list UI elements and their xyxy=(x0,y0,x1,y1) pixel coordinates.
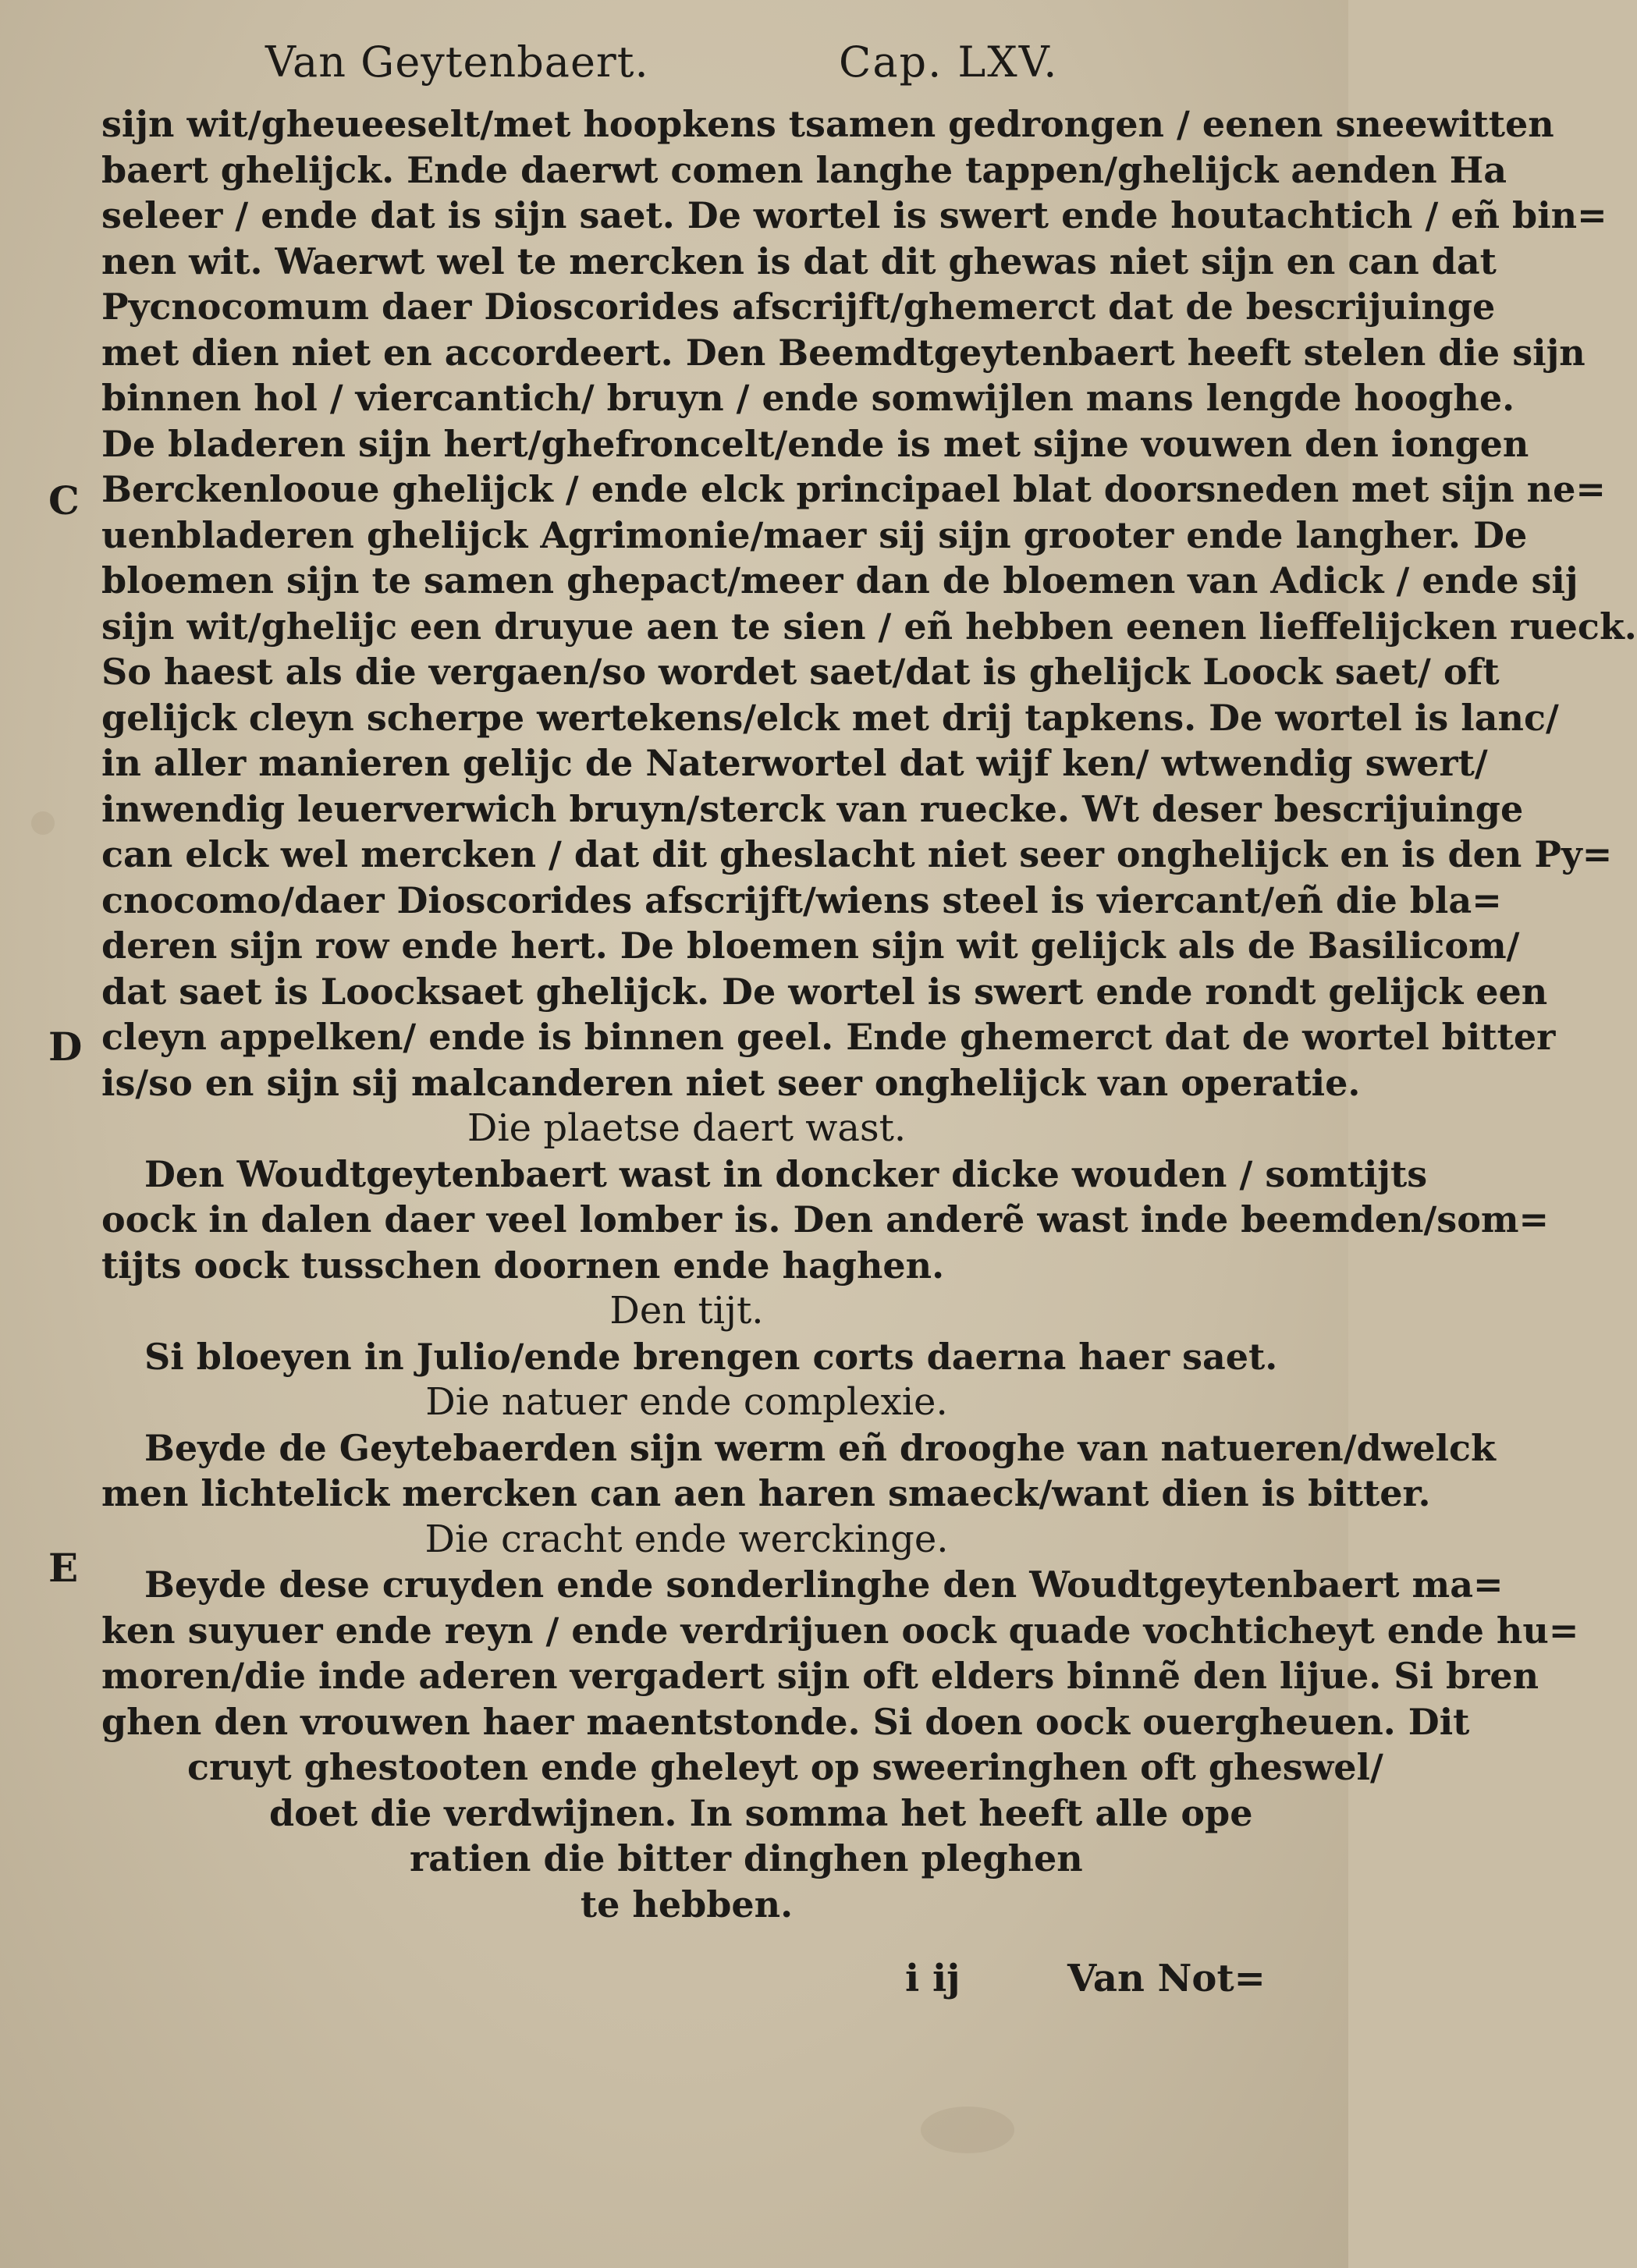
text-line: binnen hol / viercantich/ bruyn / ende somwijlen mans lengde hooghe. xyxy=(101,377,1515,419)
text-line: can elck wel mercken / dat dit gheslacht niet seer onghelijck en is den Py= xyxy=(101,833,1613,875)
text-line: deren sijn row ende hert. De bloemen sijn wit gelijck als de Basilicom/ xyxy=(101,925,1520,967)
text-line: seleer / ende dat is sijn saet. De wortel is swert ende houtachtich / eñ bin= xyxy=(101,194,1607,236)
text-line: De bladeren sijn hert/ghefroncelt/ende is met sijne vouwen den iongen xyxy=(101,422,1529,465)
section-heading-power: Die cracht ende werckinge. xyxy=(424,1517,949,1561)
text-line: Berckenlooue ghelijck / ende elck principael blat doorsneden met sijn ne= xyxy=(101,468,1606,510)
text-line: men lichtelick mercken can aen haren smaeck/want dien is bitter. xyxy=(101,1472,1431,1514)
text-line: ratien die bitter dinghen pleghen xyxy=(410,1837,1083,1879)
text-line: Beyde dese cruyden ende sonderlinghe den Woudtgeytenbaert ma= xyxy=(144,1563,1504,1606)
paper-stain xyxy=(31,811,55,835)
text-line: sijn wit/gheueeselt/met hoopkens tsamen gedrongen / eenen sneewitten xyxy=(101,103,1554,145)
catchword: Van Not= xyxy=(1067,1957,1266,2000)
paper-stain xyxy=(921,2107,1014,2153)
text-line: ken suyuer ende reyn / ende verdrijuen oock quade vochticheyt ende hu= xyxy=(101,1609,1579,1652)
text-line: gelijck cleyn scherpe wertekens/elck met drij tapkens. De wortel is lanc/ xyxy=(101,696,1559,739)
text-line: Den Woudtgeytenbaert wast in doncker dicke wouden / somtijts xyxy=(144,1152,1428,1195)
header-chapter: Cap. LXV. xyxy=(839,37,1059,87)
margin-letter-e: E xyxy=(48,1545,79,1591)
text-line: baert ghelijck. Ende daerwt comen langhe tappen/ghelijck aenden Ha xyxy=(101,148,1507,191)
text-line: cnocomo/daer Dioscorides afscrijft/wiens steel is viercant/eñ die bla= xyxy=(101,878,1502,921)
signature-mark: i ij xyxy=(905,1957,961,2000)
text-line: bloemen sijn te samen ghepact/meer dan de bloemen van Adick / ende sij xyxy=(101,559,1578,602)
text-line: cruyt ghestooten ende gheleyt op sweeringhen oft gheswel/ xyxy=(187,1746,1383,1788)
text-line: doet die verdwijnen. In somma het heeft alle ope xyxy=(269,1791,1253,1834)
text-line: met dien niet en accordeert. Den Beemdtgeytenbaert heeft stelen die sijn xyxy=(101,331,1586,374)
text-line: dat saet is Loocksaet ghelijck. De wortel is swert ende rondt gelijck een xyxy=(101,970,1548,1013)
text-line: inwendig leuerverwich bruyn/sterck van ruecke. Wt deser bescrijuinge xyxy=(101,787,1524,830)
text-line: Si bloeyen in Julio/ende brengen corts daerna haer saet. xyxy=(144,1335,1278,1378)
margin-letter-d: D xyxy=(48,1024,83,1070)
text-line: uenbladeren ghelijck Agrimonie/maer sij sijn grooter ende langher. De xyxy=(101,513,1528,556)
running-header xyxy=(0,37,1348,100)
section-heading-nature: Die natuer ende complexie. xyxy=(425,1380,948,1424)
text-line: nen wit. Waerwt wel te mercken is dat dit ghewas niet sijn en can dat xyxy=(101,240,1497,282)
body-text xyxy=(101,101,1637,1927)
text-line: Pycnocomum daer Dioscorides afscrijft/ghemerct dat de bescrijuinge xyxy=(101,286,1496,328)
text-line: sijn wit/ghelijc een druyue aen te sien / eñ hebben eenen lieffelijcken rueck. xyxy=(101,605,1637,648)
section-heading-time: Den tijt. xyxy=(609,1289,764,1333)
margin-letter-c: C xyxy=(48,477,80,524)
text-line: te hebben. xyxy=(580,1883,794,1925)
page-footer xyxy=(0,1957,1348,2011)
text-line: in aller manieren gelijc de Naterwortel dat wijf ken/ wtwendig swert/ xyxy=(101,742,1488,784)
text-line: So haest als die vergaen/so wordet saet/dat is ghelijck Loock saet/ oft xyxy=(101,651,1500,693)
text-line: tijts oock tusschen doornen ende haghen. xyxy=(101,1244,945,1287)
text-line: ghen den vrouwen haer maentstonde. Si doen oock ouergheuen. Dit xyxy=(101,1700,1470,1743)
header-title: Van Geytenbaert. xyxy=(265,37,649,87)
text-line: Beyde de Geytebaerden sijn werm eñ drooghe van natueren/dwelck xyxy=(144,1426,1496,1469)
text-line: is/so en sijn sij malcanderen niet seer onghelijck van operatie. xyxy=(101,1061,1361,1104)
text-line: cleyn appelken/ ende is binnen geel. Ende ghemerct dat de wortel bitter xyxy=(101,1016,1556,1058)
section-heading-place: Die plaetse daert wast. xyxy=(467,1106,907,1150)
text-line: moren/die inde aderen vergadert sijn oft elders binnẽ den lijue. Si bren xyxy=(101,1655,1539,1697)
text-line: oock in dalen daer veel lomber is. Den anderẽ wast inde beemden/som= xyxy=(101,1198,1550,1240)
